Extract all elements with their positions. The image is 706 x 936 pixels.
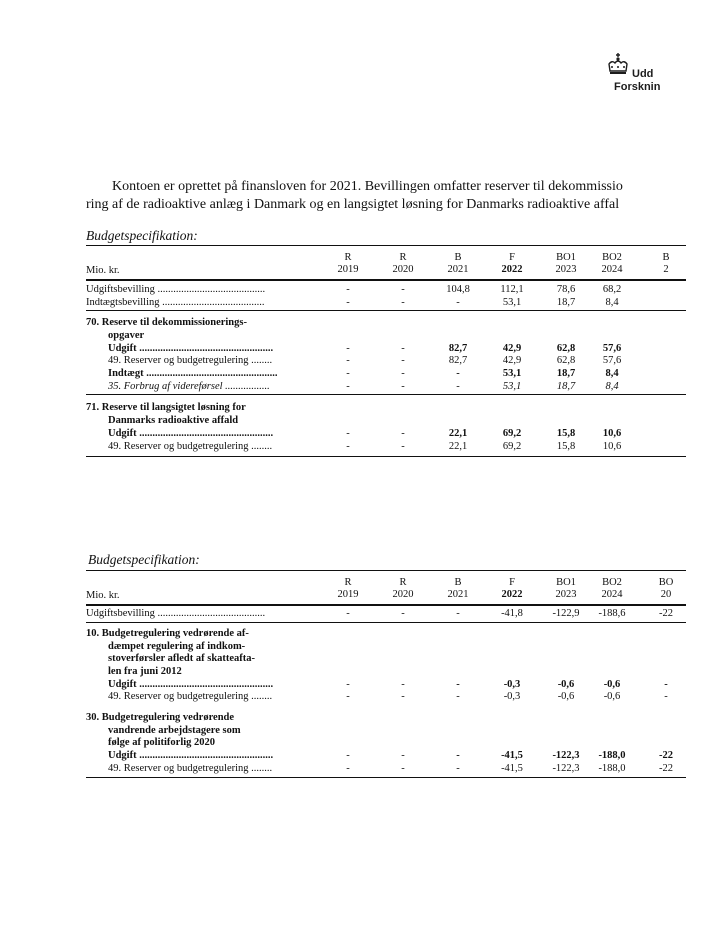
row-value: - xyxy=(401,428,405,439)
row-value: -188,0 xyxy=(598,750,626,761)
row-value: - xyxy=(456,691,460,702)
logo-text-line2: Forsknin xyxy=(614,81,661,93)
row-label: 49. Reserver og budgetregulering ........ xyxy=(108,691,273,702)
row-value: 112,1 xyxy=(500,284,524,295)
row-value: -41,5 xyxy=(501,750,523,761)
table-rule xyxy=(86,777,686,778)
table-rule xyxy=(86,570,686,571)
column-header-year: 20 xyxy=(660,589,672,600)
table-rule xyxy=(86,245,686,246)
column-header-year: 2022 xyxy=(501,264,523,275)
column-header-year: 2020 xyxy=(392,264,414,275)
row-value: 15,8 xyxy=(556,441,576,452)
row-value: - xyxy=(401,441,405,452)
row-value: 18,7 xyxy=(556,297,576,308)
row-value: - xyxy=(456,381,460,392)
row-value: 22,1 xyxy=(448,428,468,439)
row-label: Udgiftsbevilling ......................................... xyxy=(86,608,266,619)
column-header-top: BO xyxy=(658,577,674,588)
row-value: - xyxy=(346,691,350,702)
row-value: -122,3 xyxy=(552,763,580,774)
row-label: vandrende arbejdstagere som xyxy=(108,725,241,736)
row-value: 62,8 xyxy=(556,355,576,366)
table-rule xyxy=(86,394,686,395)
table1-title: Budgetspecifikation: xyxy=(86,228,198,243)
column-header-top: BO2 xyxy=(602,252,622,263)
row-value: - xyxy=(346,608,350,619)
row-value: 18,7 xyxy=(556,368,576,379)
row-value: - xyxy=(401,679,405,690)
column-header-year: 2022 xyxy=(501,589,523,600)
row-value: 104,8 xyxy=(446,284,470,295)
column-header-top: R xyxy=(344,577,352,588)
row-value: - xyxy=(401,381,405,392)
column-header-year: 2023 xyxy=(555,264,577,275)
row-value: -0,6 xyxy=(603,679,621,690)
column-header-year: 2024 xyxy=(601,589,623,600)
row-value: -188,6 xyxy=(598,608,626,619)
column-header-year: 2 xyxy=(663,264,669,275)
row-value: - xyxy=(401,343,405,354)
column-header-top: B xyxy=(454,577,462,588)
row-value: - xyxy=(401,750,405,761)
row-value: -41,8 xyxy=(501,608,523,619)
row-value: - xyxy=(401,763,405,774)
row-value: - xyxy=(401,297,405,308)
column-header-top: R xyxy=(399,252,407,263)
row-value: - xyxy=(456,608,460,619)
row-value: - xyxy=(346,763,350,774)
row-value: 18,7 xyxy=(556,381,576,392)
row-value: 69,2 xyxy=(502,441,522,452)
column-header-top: B xyxy=(454,252,462,263)
column-header-year: 2020 xyxy=(392,589,414,600)
table-rule xyxy=(86,456,686,457)
table-rule xyxy=(86,310,686,311)
column-header-year: 2024 xyxy=(601,264,623,275)
row-value: -122,3 xyxy=(552,750,580,761)
row-value: 53,1 xyxy=(502,381,522,392)
logo-text-line1: Udd xyxy=(632,68,654,80)
column-header-top: B xyxy=(662,252,670,263)
row-value: -22 xyxy=(659,763,673,774)
intro-paragraph xyxy=(86,178,706,214)
column-header-year: 2019 xyxy=(337,264,359,275)
row-label: 70. Reserve til dekommissionerings- xyxy=(86,317,247,328)
row-value: - xyxy=(456,297,460,308)
row-value: - xyxy=(346,297,350,308)
row-value: - xyxy=(346,679,350,690)
row-label: Indtægt .................................................. xyxy=(108,368,278,379)
budget-table-2 xyxy=(86,570,686,790)
row-label: Udgift ................................................... xyxy=(108,428,274,439)
row-value: -41,5 xyxy=(501,763,523,774)
row-value: - xyxy=(456,763,460,774)
column-header-year: 2023 xyxy=(555,589,577,600)
row-value: - xyxy=(401,608,405,619)
column-header-year: 2021 xyxy=(447,264,469,275)
column-header-year: 2021 xyxy=(447,589,469,600)
row-value: -0,6 xyxy=(557,679,575,690)
budget-table-1 xyxy=(86,245,686,465)
row-label: Udgift ................................................... xyxy=(108,750,274,761)
row-value: 10,6 xyxy=(602,428,622,439)
intro-line-1: Kontoen er oprettet på finansloven for 2021. Bevillingen omfatter reserver til dekommissio xyxy=(112,179,623,194)
row-value: - xyxy=(346,750,350,761)
row-value: -122,9 xyxy=(552,608,580,619)
row-value: - xyxy=(456,750,460,761)
row-value: 15,8 xyxy=(556,428,576,439)
row-value: -0,6 xyxy=(557,691,575,702)
row-label: Indtægtsbevilling ....................................... xyxy=(86,297,265,308)
row-value: 22,1 xyxy=(448,441,468,452)
column-header-top: R xyxy=(344,252,352,263)
row-value: -0,3 xyxy=(503,691,521,702)
intro-line-2: ring af de radioaktive anlæg i Danmark og en langsigtet løsning for Danmarks radioaktive affal xyxy=(86,197,620,212)
table2-title: Budgetspecifikation: xyxy=(88,552,200,567)
row-value: -0,3 xyxy=(503,679,521,690)
row-value: - xyxy=(346,355,350,366)
row-value: - xyxy=(401,368,405,379)
row-label: 10. Budgetregulering vedrørende af- xyxy=(86,628,249,639)
row-value: - xyxy=(456,368,460,379)
row-value: -22 xyxy=(659,608,673,619)
row-value: - xyxy=(401,691,405,702)
row-label: 49. Reserver og budgetregulering ........ xyxy=(108,441,273,452)
unit-label: Mio. kr. xyxy=(86,265,120,276)
row-value: - xyxy=(664,691,668,702)
row-value: - xyxy=(346,368,350,379)
column-header-year: 2019 xyxy=(337,589,359,600)
column-header-top: F xyxy=(509,577,515,588)
row-value: 53,1 xyxy=(502,297,522,308)
row-value: -22 xyxy=(659,750,673,761)
row-value: 57,6 xyxy=(602,343,622,354)
table-rule xyxy=(86,622,686,623)
row-value: 68,2 xyxy=(602,284,622,295)
row-value: 82,7 xyxy=(448,343,468,354)
row-value: 8,4 xyxy=(605,381,619,392)
row-label: Udgiftsbevilling ......................................... xyxy=(86,284,266,295)
row-label: 30. Budgetregulering vedrørende xyxy=(86,712,235,723)
row-value: 42,9 xyxy=(502,343,522,354)
column-header-top: BO2 xyxy=(602,577,622,588)
row-value: 82,7 xyxy=(448,355,468,366)
column-header-top: F xyxy=(509,252,515,263)
column-header-top: BO1 xyxy=(556,577,576,588)
row-value: - xyxy=(664,679,668,690)
row-value: - xyxy=(401,284,405,295)
table-rule xyxy=(86,604,686,606)
row-label: Udgift ................................................... xyxy=(108,343,274,354)
row-value: - xyxy=(346,343,350,354)
row-value: -0,6 xyxy=(603,691,621,702)
row-label: len fra juni 2012 xyxy=(108,666,182,677)
row-value: - xyxy=(456,679,460,690)
row-value: - xyxy=(346,381,350,392)
column-header-top: R xyxy=(399,577,407,588)
row-value: - xyxy=(401,355,405,366)
row-value: -188,0 xyxy=(598,763,626,774)
column-header-top: BO1 xyxy=(556,252,576,263)
row-label: Udgift ................................................... xyxy=(108,679,274,690)
row-label: 49. Reserver og budgetregulering ........ xyxy=(108,355,273,366)
row-label: stoverførsler afledt af skatteafta- xyxy=(108,653,256,664)
row-value: - xyxy=(346,428,350,439)
row-label: 49. Reserver og budgetregulering ........ xyxy=(108,763,273,774)
row-label: dæmpet regulering af indkom- xyxy=(108,641,246,652)
row-value: 57,6 xyxy=(602,355,622,366)
row-value: 78,6 xyxy=(556,284,576,295)
row-value: 8,4 xyxy=(605,297,619,308)
row-value: - xyxy=(346,441,350,452)
row-label: følge af politiforlig 2020 xyxy=(108,737,216,748)
row-label: Danmarks radioaktive affald xyxy=(108,415,239,426)
unit-label: Mio. kr. xyxy=(86,590,120,601)
table-rule xyxy=(86,279,686,281)
row-label: opgaver xyxy=(108,330,145,341)
row-value: 10,6 xyxy=(602,441,622,452)
ministry-logo xyxy=(606,50,686,94)
row-value: 8,4 xyxy=(605,368,619,379)
row-value: 53,1 xyxy=(502,368,522,379)
row-value: 62,8 xyxy=(556,343,576,354)
row-value: - xyxy=(346,284,350,295)
row-label: 71. Reserve til langsigtet løsning for xyxy=(86,402,246,413)
row-label: 35. Forbrug af videreførsel ................. xyxy=(108,381,270,392)
crown-icon xyxy=(606,52,630,78)
row-value: 42,9 xyxy=(502,355,522,366)
row-value: 69,2 xyxy=(502,428,522,439)
